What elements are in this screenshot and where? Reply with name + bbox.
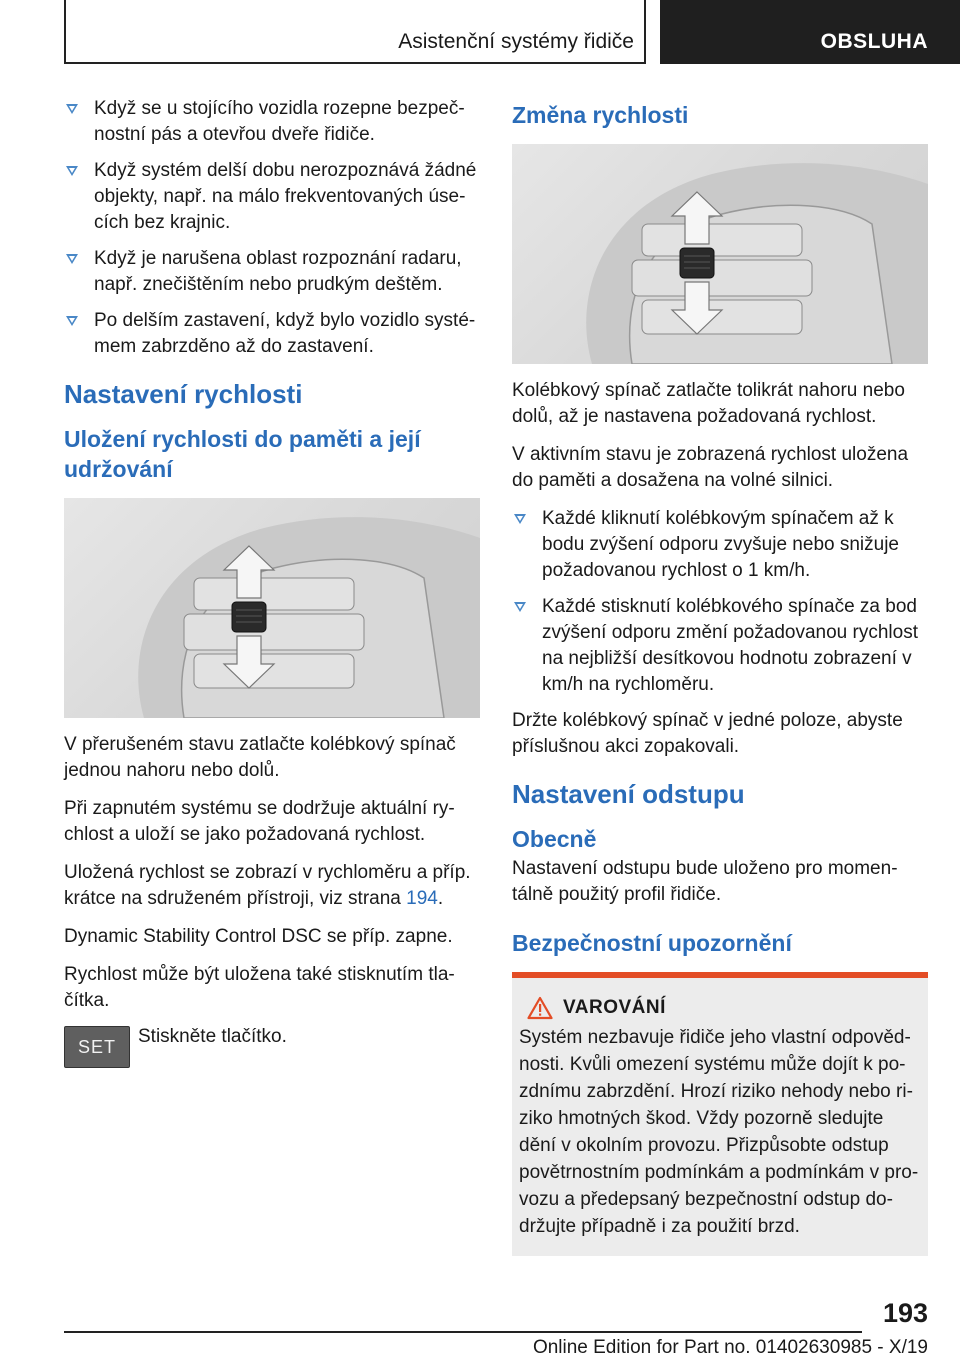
set-instruction: Stiskněte tlačítko.: [138, 1026, 287, 1047]
paragraph: Uložená rychlost se zobrazí v rychloměru a příp. krátce na sdruženém přístroji, viz strana 194.: [64, 862, 471, 909]
list-item: Když je narušena oblast rozpoznání radaru, např. znečištěním nebo prudkým deštěm.: [64, 246, 480, 298]
page-link[interactable]: 194: [406, 888, 438, 909]
heading-distance-setting: Nastavení odstupu: [512, 779, 745, 809]
list-item: Každé kliknutí kolébkovým spínačem až k bodu zvýšení odporu zvyšuje nebo snižuje požadovanou rychlost o 1 km/h.: [512, 506, 928, 584]
warning-header: [527, 996, 921, 1020]
list-item: Když systém delší dobu nerozpoznává žádné objekty, např. na málo frekventovaných úsecích bez krajnic.: [64, 158, 480, 236]
paragraph: Rychlost může být uložena také stisknutím tlačítka.: [64, 964, 455, 1011]
left-bullet-list: [64, 96, 480, 360]
warning-title: VAROVÁNÍ: [563, 997, 666, 1018]
paragraph: Nastavení odstupu bude uloženo pro momentálně použitý profil řidiče.: [512, 858, 898, 905]
edition-footer: Online Edition for Part no. 01402630985 - X/19: [532, 1337, 928, 1358]
triangle-bullet-icon: [514, 602, 526, 612]
chapter-title: OBSLUHA: [820, 30, 928, 53]
paragraph: Držte kolébkový spínač v jedné poloze, abyste příslušnou akci zopakovali.: [512, 710, 903, 757]
paragraph: V aktivním stavu je zobrazená rychlost uložena do paměti a dosažena na volné silnici.: [512, 444, 909, 491]
heading-safety-notes: Bezpečnostní upozornění: [512, 930, 792, 956]
right-bullet-list: [512, 506, 928, 698]
steering-wheel-rocker-image: [512, 144, 928, 364]
steering-wheel-illustration: [64, 498, 480, 718]
triangle-bullet-icon: [514, 514, 526, 524]
paragraph: Kolébkový spínač zatlačte tolikrát nahoru nebo dolů, až je nastavena požadovaná rychlost.: [512, 380, 905, 427]
paragraph: V přerušeném stavu zatlačte kolébkový spínač jednou nahoru nebo dolů.: [64, 734, 456, 781]
list-item: Když se u stojícího vozidla rozepne bezpečnostní pás a otevřou dveře řidiče.: [64, 96, 480, 148]
header-section-box: [64, 0, 646, 64]
triangle-bullet-icon: [66, 316, 78, 326]
list-item: Každé stisknutí kolébkového spínače za bod zvýšení odporu změní požadovanou rychlost na nejbližší desítkovou hodnotu zobrazení v km/h na rychloměru.: [512, 594, 928, 698]
heading-general: Obecně: [512, 826, 597, 852]
heading-speed-setting: Nastavení rychlosti: [64, 379, 303, 409]
footer-divider: [64, 1331, 862, 1333]
triangle-bullet-icon: [66, 104, 78, 114]
triangle-bullet-icon: [66, 166, 78, 176]
steering-wheel-rocker-image: [64, 498, 480, 718]
right-column: [512, 96, 928, 1256]
list-item: Po delším zastavení, když bylo vozidlo systémem zabrzděno až do zastavení.: [64, 308, 480, 360]
page-number: 193: [882, 1298, 928, 1328]
set-button-row: [64, 1026, 480, 1086]
left-column: [64, 96, 480, 1086]
header-chapter-box: [660, 0, 960, 64]
heading-speed-change: Změna rychlosti: [512, 102, 689, 128]
heading-speed-memory: Uložení rychlosti do paměti a její udržování: [64, 426, 421, 482]
set-button-icon: SET: [64, 1026, 130, 1068]
warning-triangle-icon: [527, 996, 553, 1020]
warning-text: Systém nezbavuje řidiče jeho vlastní odpovědnosti. Kvůli omezení systému může dojít k pozdnímu zabrzdění. Hrozí riziko nehody nebo riziko hmotných škod. Vždy pozorně sledujte dění v okolním provozu. Přizpůsobte odstup povětrnostním podmínkám a podmínkám v provozu a předepsaný bezpečnostní odstup dodržujte případně i za použití brzd.: [519, 1027, 919, 1237]
triangle-bullet-icon: [66, 254, 78, 264]
paragraph: Dynamic Stability Control DSC se příp. zapne.: [64, 926, 453, 947]
section-title: Asistenční systémy řidiče: [398, 30, 634, 53]
paragraph: Při zapnutém systému se dodržuje aktuální rychlost a uloží se jako požadovaná rychlost.: [64, 798, 455, 845]
steering-wheel-illustration: [512, 144, 928, 364]
warning-box: [512, 972, 928, 1256]
